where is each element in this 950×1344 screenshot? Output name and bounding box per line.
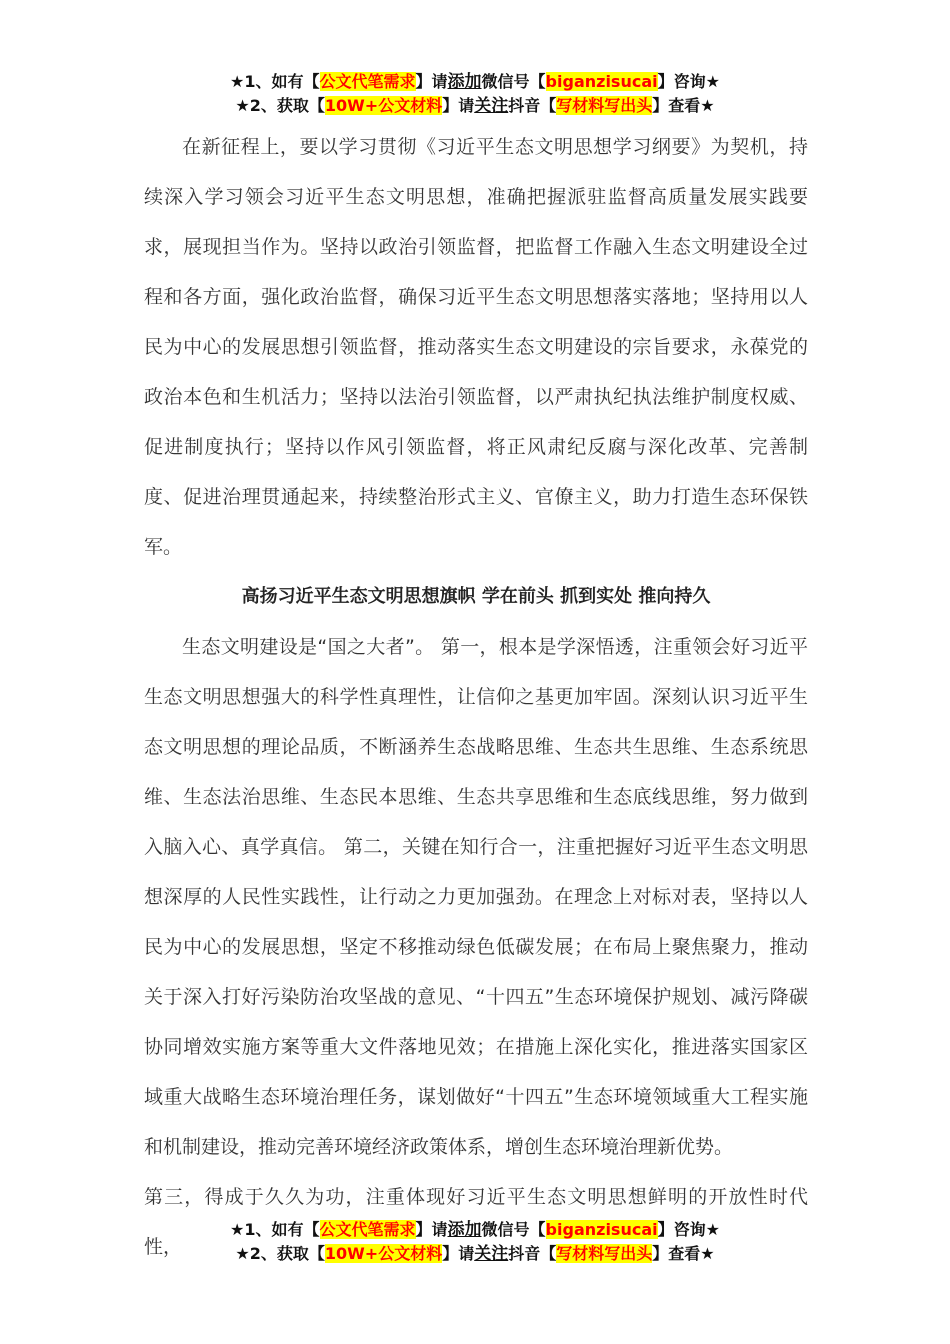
promo-text: 抖音【 xyxy=(508,1244,557,1263)
promo-text: ★2、获取【 xyxy=(235,1244,325,1263)
paragraph-1: 在新征程上，要以学习贯彻《习近平生态文明思想学习纲要》为契机，持续深入学习领会习近平生态文明思想，准确把握派驻监督高质量发展实践要求，展现担当作为。坚持以政治引领监督，把监督工作融入生态文明建设全过程和各方面，强化政治监督，确保习近平生态文明思想落实落地；坚持用以人民为中心的发展思想引领监督，推动落实生态文明建设的宗旨要求，永葆党的政治本色和生机活力；坚持以法治引领监督，以严肃执纪执法维护制度权威、促进制度执行；坚持以作风引领监督，将正风肃纪反腐与深化改革、完善制度、促进治理贯通起来，持续整治形式主义、官僚主义，助力打造生态环保铁军。 xyxy=(144,136,808,558)
promo-highlight: 写材料写出头 xyxy=(556,96,653,115)
promo-highlight: biganzisucai xyxy=(545,1220,658,1239)
promo-text: 抖音【 xyxy=(508,96,557,115)
promo-line-2 xyxy=(0,1242,950,1266)
promo-underline: 添加 xyxy=(447,72,482,92)
promo-underline: 添加 xyxy=(447,1220,482,1240)
promo-highlight: 10W+公文材料 xyxy=(324,1244,443,1263)
promo-text: 】请 xyxy=(442,96,475,115)
promo-highlight: 公文代笔需求 xyxy=(319,1220,416,1239)
paragraph-2: 生态文明建设是“国之大者”。 第一，根本是学深悟透，注重领会好习近平生态文明思想强大的科学性真理性，让信仰之基更加牢固。深刻认识习近平生态文明思想的理论品质，不断涵养生态战略思维、生态共生思维、生态系统思维、生态法治思维、生态民本思维、生态共享思维和生态底线思维，努力做到入脑入心、真学真信。 第二，关键在知行合一，注重把握好习近平生态文明思想深厚的人民性实践性，让行动之力更加强劲。在理念上对标对表，坚持以人民为中心的发展思想，坚定不移推动绿色低碳发展；在布局上聚焦聚力，推动关于深入打好污染防治攻坚战的意见、“十四五”生态环境保护规划、减污降碳协同增效实施方案等重大文件落地见效；在措施上深化实化，推进落实国家区域重大战略生态环境治理任务，谋划做好“十四五”生态环境领域重大工程实施和机制建设，推动完善环境经济政策体系，增创生态环境治理新优势。 xyxy=(144,636,808,1158)
promo-banner-bottom xyxy=(0,1218,950,1266)
promo-text: 】咨询★ xyxy=(657,1220,720,1239)
promo-line-1 xyxy=(0,1218,950,1242)
paragraph-3: 第三，得成于久久为功，注重体现好习近平生态文明思想鲜明的开放性时代性， xyxy=(144,1186,808,1258)
promo-text: 】咨询★ xyxy=(657,72,720,91)
promo-line-2 xyxy=(0,94,950,118)
promo-line-1 xyxy=(0,70,950,94)
promo-banner-top xyxy=(0,70,950,118)
promo-underline: 关注 xyxy=(474,96,509,116)
promo-highlight: 10W+公文材料 xyxy=(324,96,443,115)
document-body xyxy=(144,122,808,1272)
promo-text: 】请 xyxy=(442,1244,475,1263)
promo-text: 】请 xyxy=(415,72,448,91)
promo-text: 】查看★ xyxy=(652,1244,715,1263)
promo-text: 微信号【 xyxy=(481,1220,546,1239)
promo-highlight: 公文代笔需求 xyxy=(319,72,416,91)
promo-text: 】查看★ xyxy=(652,96,715,115)
promo-text: ★2、获取【 xyxy=(235,96,325,115)
section-heading: 高扬习近平生态文明思想旗帜 学在前头 抓到实处 推向持久 xyxy=(241,586,711,607)
promo-text: 】请 xyxy=(415,1220,448,1239)
promo-text: ★1、如有【 xyxy=(230,72,320,91)
promo-highlight: biganzisucai xyxy=(545,72,658,91)
promo-underline: 关注 xyxy=(474,1244,509,1264)
promo-highlight: 写材料写出头 xyxy=(556,1244,653,1263)
promo-text: ★1、如有【 xyxy=(230,1220,320,1239)
promo-text: 微信号【 xyxy=(481,72,546,91)
